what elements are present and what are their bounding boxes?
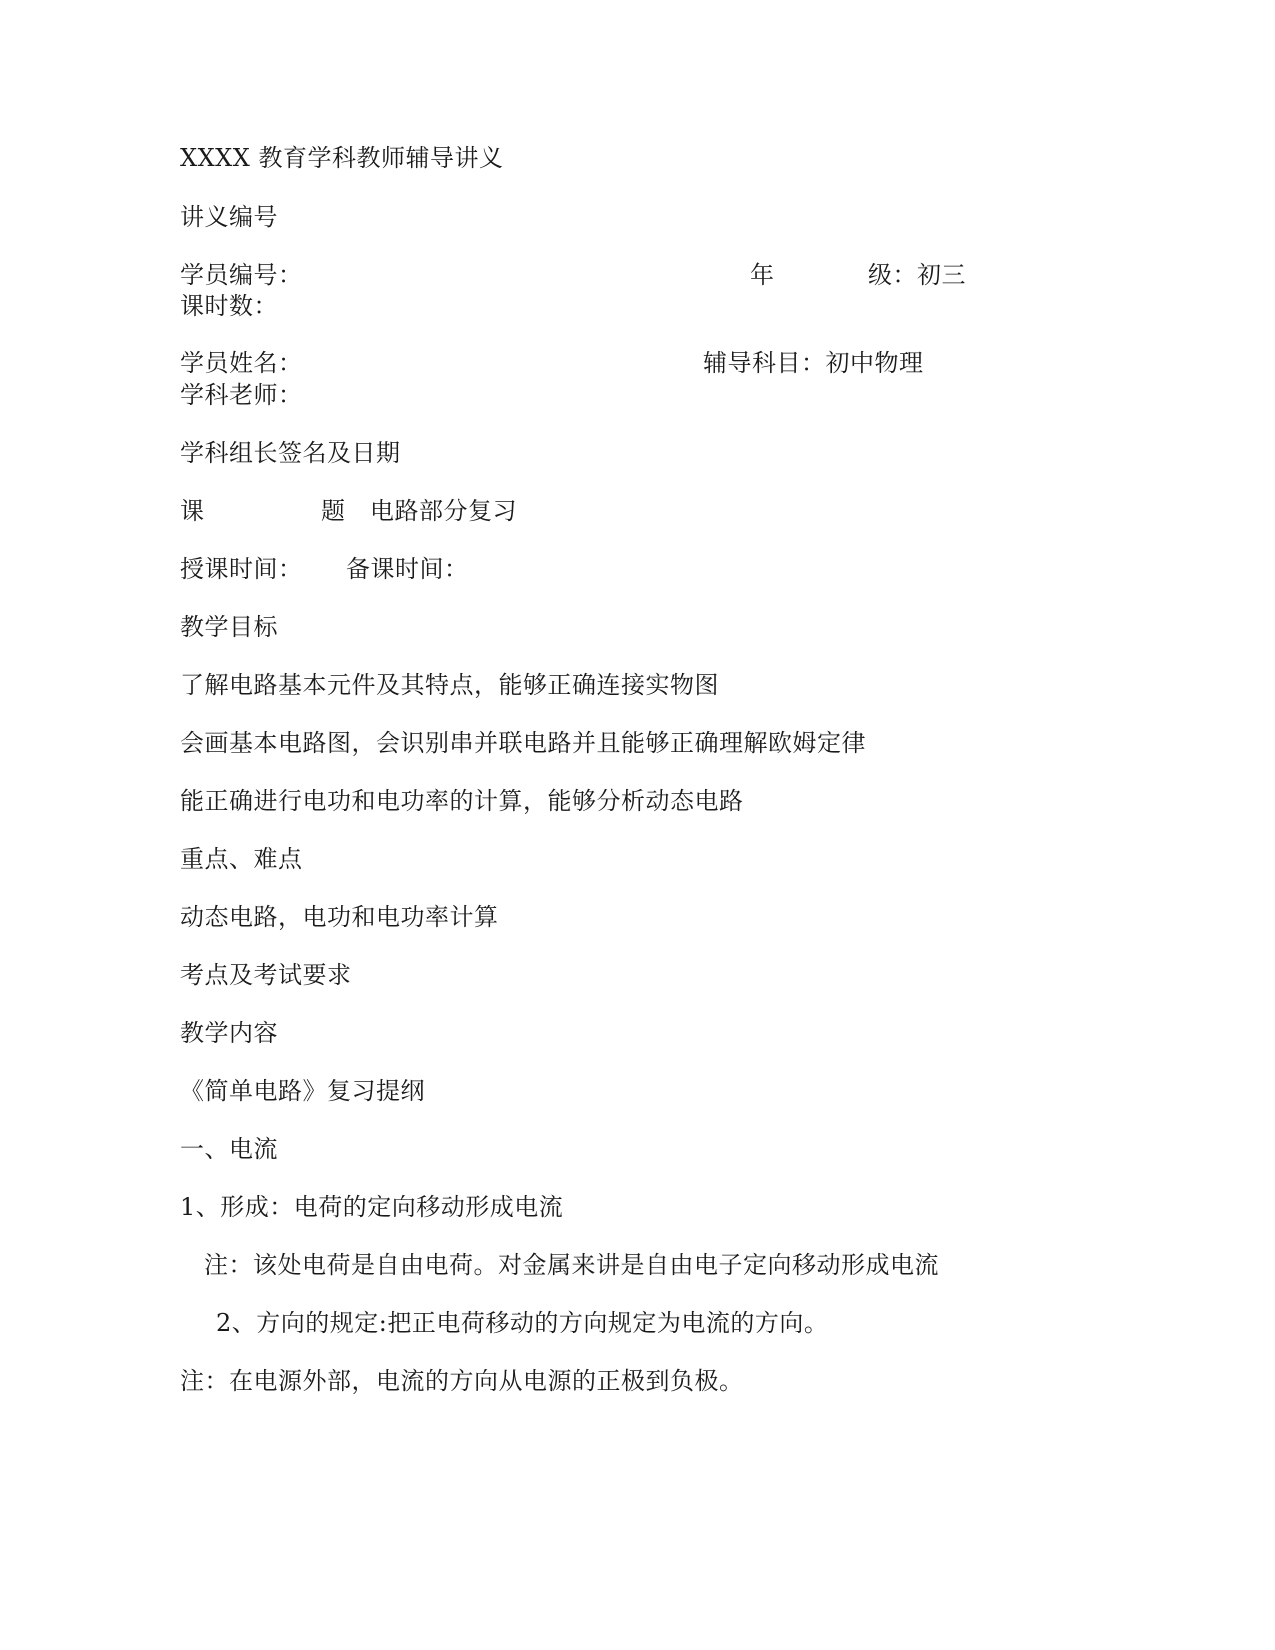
content-heading: 教学内容 xyxy=(180,1019,278,1047)
teach-time-label: 授课时间： xyxy=(180,555,303,583)
teacher-label: 学科老师： xyxy=(180,381,303,409)
outline-note: 注：在电源外部，电流的方向从电源的正极到负极。 xyxy=(180,1367,744,1395)
topic-label-first: 课 xyxy=(180,497,205,525)
leader-signature-label: 学科组长签名及日期 xyxy=(180,439,401,467)
outline-title: 《简单电路》复习提纲 xyxy=(180,1077,425,1105)
exam-heading: 考点及考试要求 xyxy=(180,961,352,989)
student-number-label: 学员编号： xyxy=(180,261,303,289)
outline-item: 2、方向的规定:把正电荷移动的方向规定为电流的方向。 xyxy=(216,1309,829,1337)
grade-label-first: 年 xyxy=(750,261,775,289)
lecture-number-label: 讲义编号 xyxy=(180,203,278,231)
key-points-heading: 重点、难点 xyxy=(180,845,303,873)
goal-item: 能正确进行电功和电功率的计算，能够分析动态电路 xyxy=(180,787,744,815)
subject-label: 辅导科目：初中物理 xyxy=(703,349,924,377)
section-heading: 一、电流 xyxy=(180,1135,278,1163)
outline-note: 注：该处电荷是自由电荷。对金属来讲是自由电子定向移动形成电流 xyxy=(204,1251,939,1279)
class-hours-label: 课时数： xyxy=(180,292,278,320)
goals-heading: 教学目标 xyxy=(180,613,278,641)
goal-item: 会画基本电路图，会识别串并联电路并且能够正确理解欧姆定律 xyxy=(180,729,866,757)
topic-label-second: 题 xyxy=(321,497,346,525)
key-points-text: 动态电路，电功和电功率计算 xyxy=(180,903,499,931)
topic-value: 电路部分复习 xyxy=(370,497,517,525)
student-name-label: 学员姓名： xyxy=(180,349,303,377)
document-title: XXXX 教育学科教师辅导讲义 xyxy=(180,144,504,172)
prep-time-label: 备课时间： xyxy=(346,555,469,583)
outline-item: 1、形成：电荷的定向移动形成电流 xyxy=(180,1193,564,1221)
grade-label-rest: 级：初三 xyxy=(868,261,966,289)
goal-item: 了解电路基本元件及其特点，能够正确连接实物图 xyxy=(180,671,719,699)
